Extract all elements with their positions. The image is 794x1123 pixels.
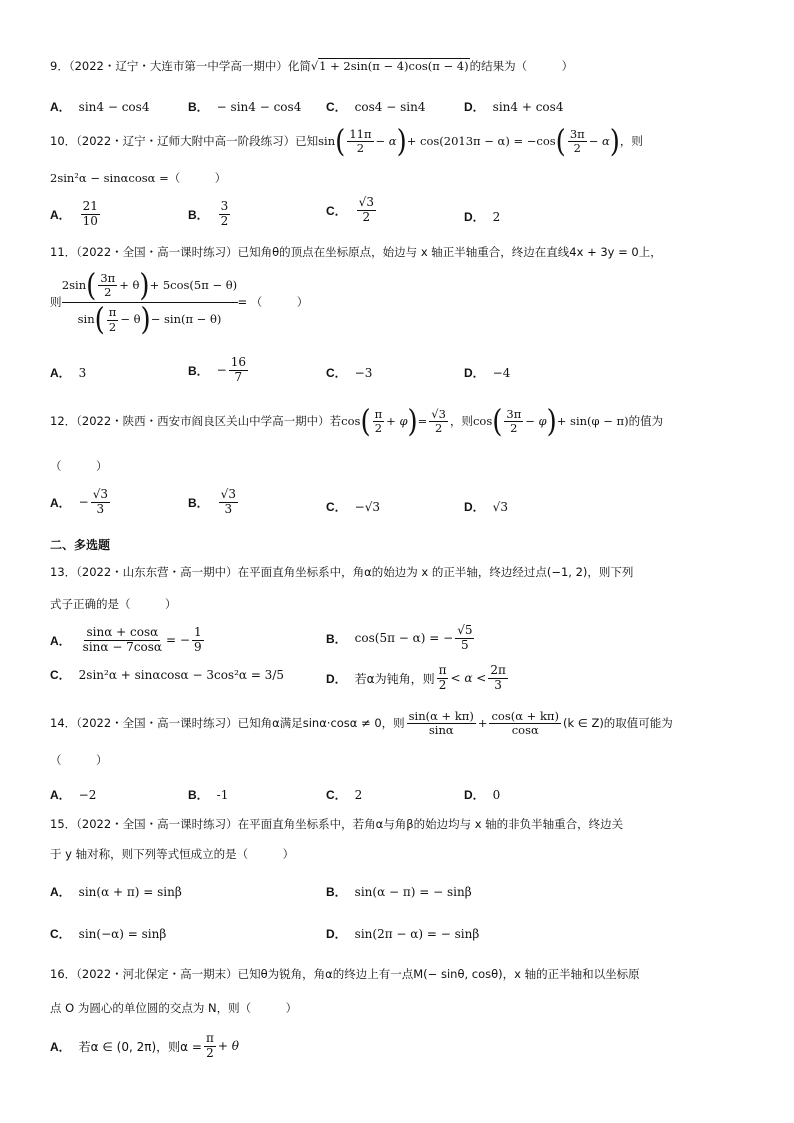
question-16-line2: 点 O 为圆心的单位圆的交点为 N，则（ ） — [50, 1001, 298, 1015]
q15-option-c[interactable]: C． sin(−α) = sinβ — [50, 926, 167, 941]
q13-option-d[interactable]: D． 若α为钝角，则 $\frac{\pi}{2}$ < α < $\frac{2\pi}{3}$ — [326, 663, 506, 692]
q15-option-a[interactable]: A． sin(α + π) = sinβ — [50, 884, 182, 899]
q10-option-c[interactable]: C． $\frac{√3}{2}$ — [326, 195, 374, 224]
question-9 — [50, 60, 760, 74]
q9-option-d[interactable]: D． sin4 + cos4 — [464, 99, 564, 114]
fraction: $\frac{11\pi}{2}$ — [349, 127, 372, 156]
question-15-line2: 于 y 轴对称，则下列等式恒成立的是（ ） — [50, 847, 295, 861]
question-11: 11．（2022・全国・高一课时练习）已知角θ的顶点在坐标原点，始边与 x 轴正半轴重合，终边在直线4x + 3y = 0上， — [50, 245, 662, 259]
fraction: $\frac{3\pi}{2}$ — [569, 127, 585, 156]
question-11-expression: 则 2sin ( $\frac{3\pi}{2}$ + θ ) + 5cos(5π − θ) sin ( $\frac{\pi}{2}$ − θ ) − sin(π − θ) = （ ） — [50, 267, 309, 339]
question-10-line2: 2sin²α − sinαcosα =（ ） — [50, 171, 227, 185]
question-9-blank: 的结果为（ ） — [469, 59, 574, 73]
q12-option-a[interactable]: A． − $\frac{√3}{3}$ — [50, 487, 109, 516]
radical-expression: √1 + 2sin(π − 4)cos(π − 4) — [310, 59, 469, 73]
q10-option-b[interactable]: B． $\frac{3}{2}$ — [188, 199, 229, 228]
q11-option-d[interactable]: D． −4 — [464, 365, 511, 380]
question-16: 16．（2022・河北保定・高一期末）已知θ为锐角，角α的终边上有一点M(− sinθ, cosθ)，x 轴的正半轴和以坐标原 — [50, 967, 640, 981]
q15-option-b[interactable]: B． sin(α − π) = − sinβ — [326, 884, 472, 899]
question-13: 13．（2022・山东东营・高一期中）在平面直角坐标系中，角α的始边为 x 的正半轴，终边经过点(−1, 2)，则下列 — [50, 565, 634, 579]
question-14: 14．（2022・全国・高一课时练习）已知角α满足sinα·cosα ≠ 0，则 $\frac{\sin(\alpha + k\pi)}{\sin\alpha}$ + $\frac{\cos(\alpha + k\pi)}{\cos\alpha}$ (k ∈ Z)的取值可能为 — [50, 709, 673, 738]
q14-option-d[interactable]: D． 0 — [464, 787, 501, 802]
q13-option-a[interactable]: A． $\frac{\sin\alpha + \cos\alpha}{\sin\alpha - 7\cos\alpha}$ = − $\frac{1}{9}$ — [50, 625, 202, 654]
q9-option-b[interactable]: B． − sin4 − cos4 — [188, 99, 302, 114]
q13-option-c[interactable]: C． 2sin²α + sinαcosα − 3cos²α = 3/5 — [50, 667, 284, 682]
q10-option-d[interactable]: D． 2 — [464, 209, 501, 224]
big-fraction: 2sin ( $\frac{3\pi}{2}$ + θ ) + 5cos(5π − θ) sin ( $\frac{\pi}{2}$ − θ ) − sin(π − θ) — [61, 267, 238, 339]
q14-option-c[interactable]: C． 2 — [326, 787, 363, 802]
question-12: 12．（2022・陕西・西安市阎良区关山中学高一期中）若 cos ( $\frac{\pi}{2}$ + φ ) = $\frac{√3}{2}$ ，则 cos ( $\frac{3\pi}{2}$ − φ ) + sin(φ − π)的值为 — [50, 403, 664, 440]
section-title: 二、多选题 — [50, 538, 111, 552]
q11-option-a[interactable]: A． 3 — [50, 365, 87, 380]
q11-option-c[interactable]: C． −3 — [326, 365, 373, 380]
q10-option-a[interactable]: A． $\frac{21}{10}$ — [50, 199, 98, 228]
question-14-blank: （ ） — [50, 753, 108, 767]
q14-option-a[interactable]: A． −2 — [50, 787, 97, 802]
q12-option-d[interactable]: D． √3 — [464, 499, 508, 514]
question-9-stem: 9．（2022・辽宁・大连市第一中学高一期中）化简 — [50, 59, 311, 73]
question-12-blank: （ ） — [50, 459, 108, 473]
q9-option-c[interactable]: C． cos4 − sin4 — [326, 99, 426, 114]
q11-option-b[interactable]: B． − $\frac{16}{7}$ — [188, 355, 247, 384]
q14-option-b[interactable]: B． -1 — [188, 787, 229, 802]
question-13-line2: 式子正确的是（ ） — [50, 597, 177, 611]
question-10: 10．（2022・辽宁・辽师大附中高一阶段练习）已知 sin ( $\frac{11\pi}{2}$ − α ) + cos(2013π − α) = −cos ( $\frac{3\pi}{2}$ − α ) ，则 — [50, 123, 643, 160]
q9-option-a[interactable]: A． sin4 − cos4 — [50, 99, 150, 114]
q13-option-b[interactable]: B． cos(5π − α) = − $\frac{√5}{5}$ — [326, 623, 473, 652]
q16-option-a[interactable]: A． 若α ∈ (0, 2π)，则α = $\frac{\pi}{2}$ + θ — [50, 1031, 239, 1060]
q15-option-d[interactable]: D． sin(2π − α) = − sinβ — [326, 926, 480, 941]
q12-option-b[interactable]: B． $\frac{√3}{3}$ — [188, 487, 236, 516]
q12-option-c[interactable]: C． −√3 — [326, 499, 381, 514]
question-15: 15．（2022・全国・高一课时练习）在平面直角坐标系中，若角α与角β的始边均与 x 轴的非负半轴重合，终边关 — [50, 817, 624, 831]
